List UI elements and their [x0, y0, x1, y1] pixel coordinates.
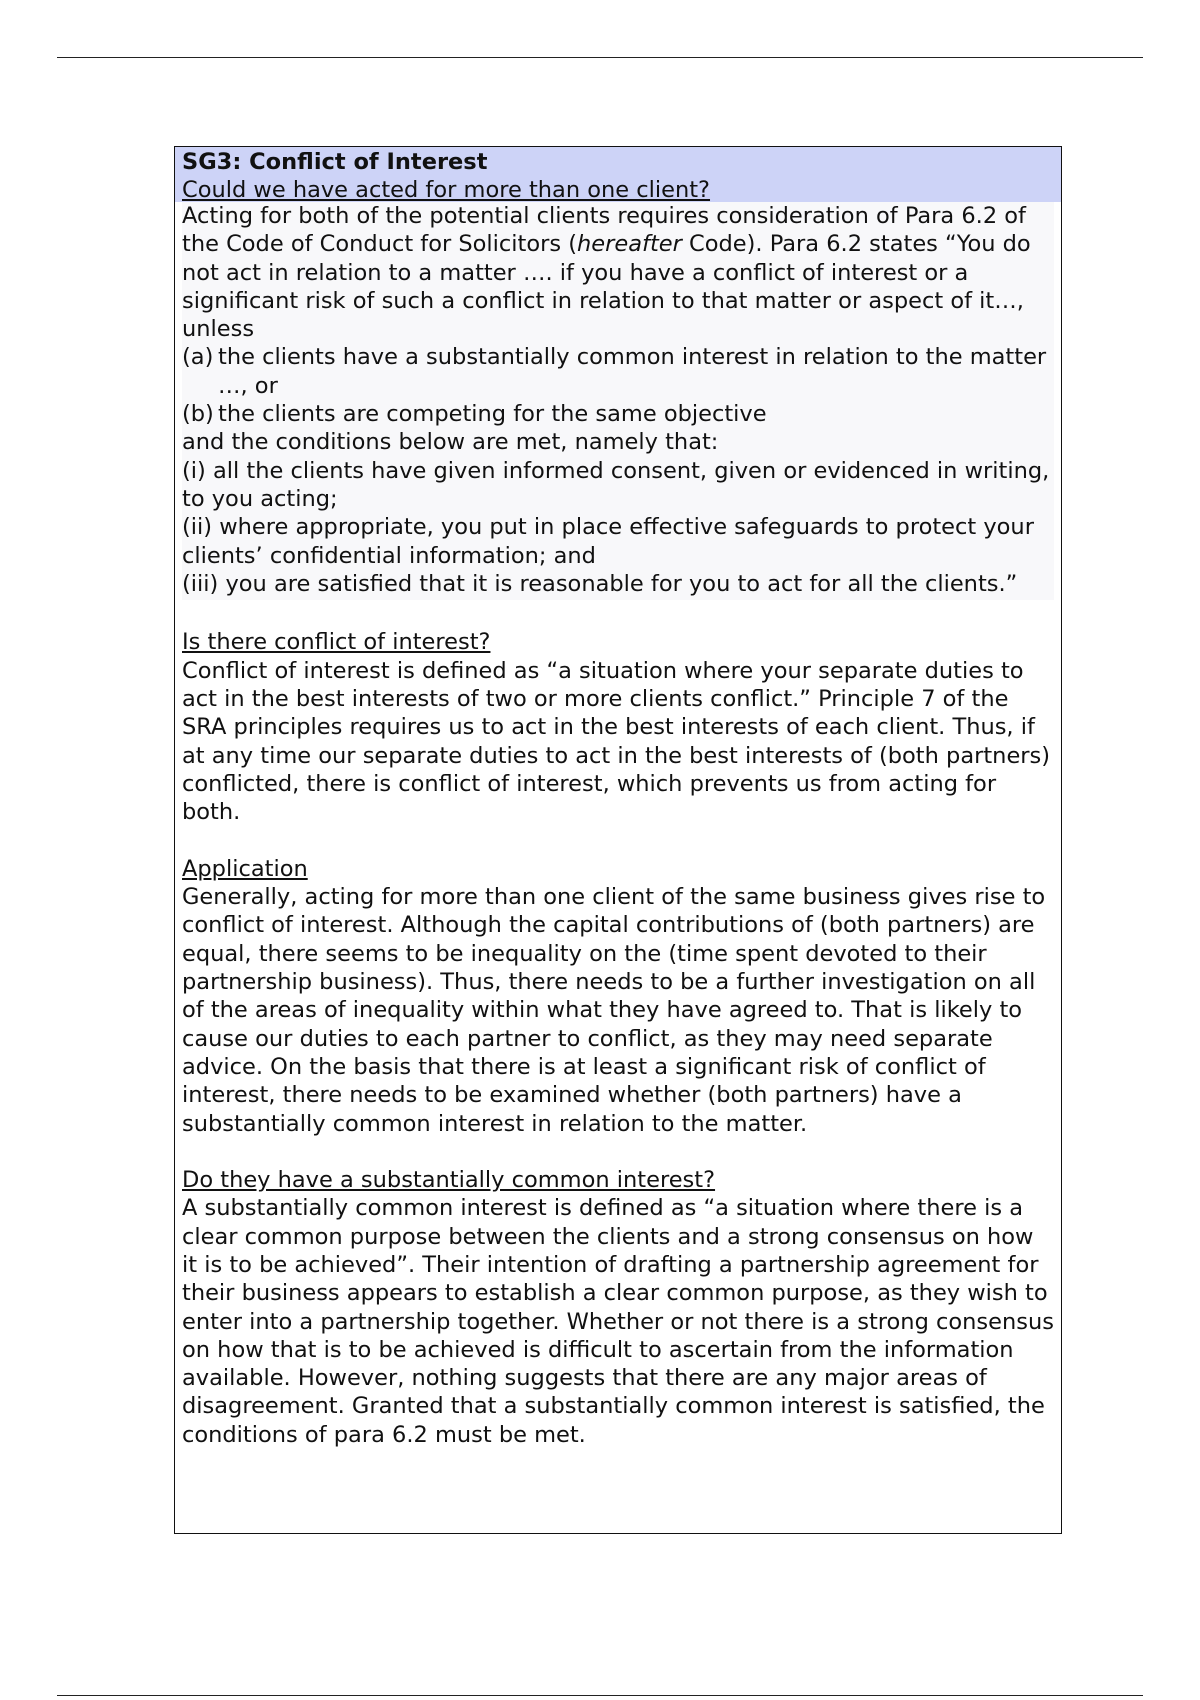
section-body: A substantially common interest is defined as “a situation where there is a clear common purpose between the clients and a strong consensus on how it is to be achieved”. Their intention of drafting a partnership agreement for their business appears to establish a clear common purpose, as they wish to enter into a partnership together. Whether or not there is a strong consensus on how that is to be achieved is difficult to ascertain from the information available. However, nothing suggests that there are any major areas of disagreement. Granted that a substantially common interest is satisfied, the conditions of para 6.2 must be met. — [182, 1195, 1054, 1448]
bottom-rule — [57, 1695, 1143, 1696]
section-body: Generally, acting for more than one client of the same business gives rise to conflict of interest. Although the capital contributions of (both partners) are equal, there seems to be inequality on the (time spent devoted to their partnership business). Thus, there needs to be a further investigation on all of the areas of inequality within what they have agreed to. That is likely to cause our duties to each partner to conflict, as they may need separate advice. On the basis that there is at least a significant risk of conflict of interest, there needs to be examined whether (both partners) have a substantially common interest in relation to the matter. — [182, 884, 1046, 1137]
box-content — [175, 202, 1061, 1449]
intro-text-2: Code). Para 6.2 states “You do not act in relation to a matter …. if you have a conflict of interest or a significant risk of such a conflict in relation to that matter or aspect of it…, unless — [182, 231, 1031, 343]
answer-box — [174, 146, 1062, 1534]
box-question: Could we have acted for more than one client? — [182, 177, 711, 204]
box-title: SG3: Conflict of Interest — [182, 149, 488, 175]
list-text: the clients are competing for the same objective — [218, 401, 767, 428]
conditions-intro: and the conditions below are met, namely that: — [182, 429, 719, 456]
list-item — [182, 400, 1054, 428]
condition-item: (iii) you are satisfied that it is reasonable for you to act for all the clients.” — [182, 570, 1018, 597]
list-marker: (a) — [182, 344, 214, 371]
list-marker: (b) — [182, 401, 214, 428]
section-heading: Do they have a substantially common interest? — [182, 1167, 716, 1194]
condition-item: (ii) where appropriate, you put in place effective safeguards to protect your clients’ confidential information; and — [182, 514, 1034, 569]
section-body: Conflict of interest is defined as “a situation where your separate duties to act in the best interests of two or more clients conflict.” Principle 7 of the SRA principles requires us to act in the best interests of each client. Thus, if at any time our separate duties to act in the best interests of (both partners) conflicted, there is conflict of interest, which prevents us from acting for both. — [182, 657, 1051, 826]
section-heading: Application — [182, 855, 308, 882]
section-heading: Is there conflict of interest? — [182, 629, 491, 656]
list-text: the clients have a substantially common interest in relation to the matter …, or — [218, 344, 1047, 399]
condition-item: (i) all the clients have given informed consent, given or evidenced in writing, to you acting; — [182, 457, 1050, 512]
intro-italic: hereafter — [577, 231, 682, 258]
code-quote — [182, 202, 1054, 600]
intro-paragraph — [182, 202, 1054, 343]
top-rule — [57, 57, 1143, 58]
intro-text-1: Acting for both of the potential clients requires consideration of Para 6.2 of the Code of Conduct for Solicitors ( — [182, 203, 1026, 258]
box-header — [175, 147, 1061, 202]
list-item — [182, 343, 1054, 400]
